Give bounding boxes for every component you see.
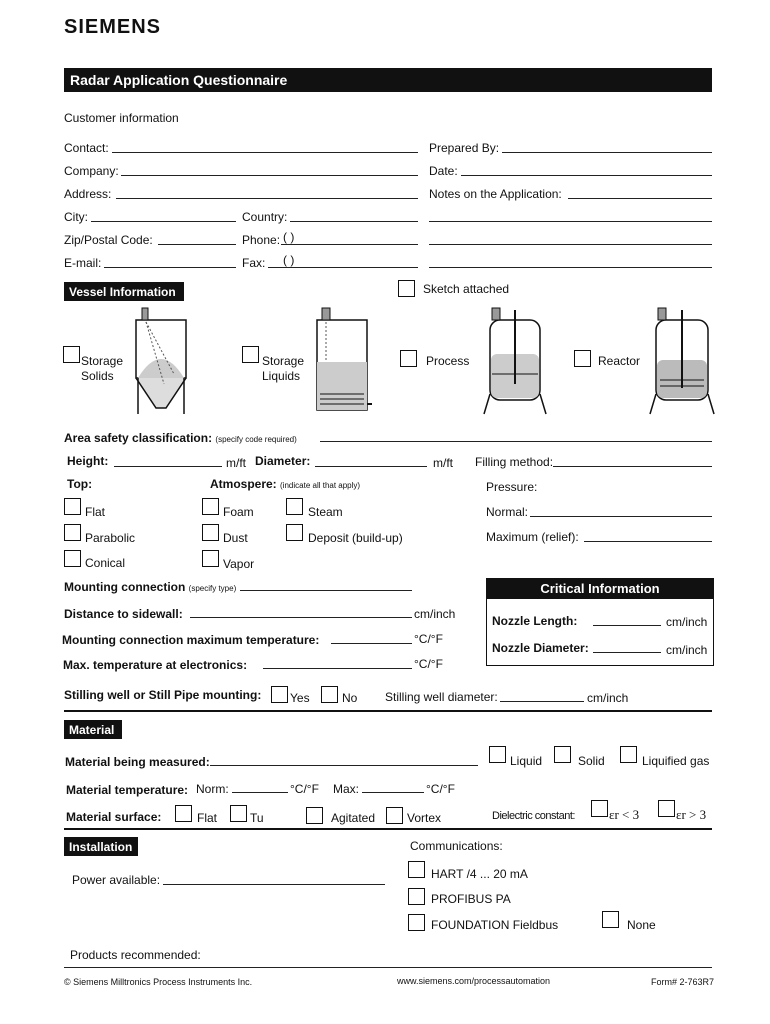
reactor-vessel-image xyxy=(648,304,716,416)
city-field[interactable] xyxy=(91,221,236,222)
country-label: Country: xyxy=(242,210,288,224)
address-field[interactable] xyxy=(116,198,418,199)
divider-installation xyxy=(64,828,712,830)
mount-temp-unit: °C/°F xyxy=(414,632,443,646)
company-label: Company: xyxy=(64,164,119,178)
email-label: E-mail: xyxy=(64,256,102,270)
vortex-checkbox[interactable] xyxy=(386,807,403,824)
normal-pressure-label: Normal: xyxy=(486,505,529,519)
fax-paren: ( ) xyxy=(283,253,295,267)
vortex-label: Vortex xyxy=(407,811,442,825)
vessel-section-label: Vessel Information xyxy=(69,285,176,299)
date-field[interactable] xyxy=(461,175,712,176)
customer-info-heading: Customer information xyxy=(64,111,179,125)
area-safety-text: Area safety classification: xyxy=(64,431,213,445)
fax-label: Fax: xyxy=(242,256,266,270)
footer-copyright: © Siemens Milltronics Process Instruments Inc. xyxy=(64,977,253,987)
conical-checkbox[interactable] xyxy=(64,550,81,567)
power-available-label: Power available: xyxy=(72,873,161,887)
nozzle-diameter-field[interactable] xyxy=(593,652,661,653)
prepared-by-field[interactable] xyxy=(502,152,712,153)
profibus-checkbox[interactable] xyxy=(408,888,425,905)
diameter-field[interactable] xyxy=(315,466,427,467)
normal-pressure-field[interactable] xyxy=(530,516,712,517)
stilling-no-checkbox[interactable] xyxy=(321,686,338,703)
liquid-checkbox[interactable] xyxy=(489,746,506,763)
filling-method-field[interactable] xyxy=(553,466,712,467)
reactor-label: Reactor xyxy=(598,354,641,368)
city-label: City: xyxy=(64,210,88,224)
er-greater-3-checkbox[interactable] xyxy=(658,800,675,817)
height-field[interactable] xyxy=(114,466,222,467)
er-less-3-label: εr < 3 xyxy=(609,807,640,822)
foam-label: Foam xyxy=(223,505,254,519)
top-flat-label: Flat xyxy=(85,505,106,519)
liquified-gas-checkbox[interactable] xyxy=(620,746,637,763)
reactor-checkbox[interactable] xyxy=(574,350,591,367)
material-measured-label: Material being measured: xyxy=(65,755,210,769)
storage-solids-label-2: Solids xyxy=(81,369,114,383)
storage-liquids-label-1: Storage xyxy=(262,354,305,368)
zip-label: Zip/Postal Code: xyxy=(64,233,153,247)
norm-field[interactable] xyxy=(232,792,288,793)
stilling-no-label: No xyxy=(342,691,358,705)
stilling-diameter-field[interactable] xyxy=(500,701,584,702)
surface-tu-label: Tu xyxy=(250,811,264,825)
max-label: Max: xyxy=(333,782,360,796)
material-section-label: Material xyxy=(69,723,115,737)
deposit-checkbox[interactable] xyxy=(286,524,303,541)
hart-label: HART /4 ... 20 mA xyxy=(431,867,528,881)
storage-solids-vessel-image xyxy=(134,304,190,416)
area-safety-note: (specify code required) xyxy=(215,435,297,444)
installation-section-label: Installation xyxy=(69,840,133,854)
material-surface-label: Material surface: xyxy=(66,810,162,824)
dust-label: Dust xyxy=(223,531,248,545)
nozzle-diameter-unit: cm/inch xyxy=(666,643,708,657)
max-temp-electronics-unit: °C/°F xyxy=(414,657,443,671)
phone-paren: ( ) xyxy=(283,230,295,244)
top-label: Top: xyxy=(67,477,93,491)
stilling-yes-checkbox[interactable] xyxy=(271,686,288,703)
profibus-label: PROFIBUS PA xyxy=(431,892,511,906)
mount-temp-field[interactable] xyxy=(331,643,412,644)
email-field[interactable] xyxy=(104,267,236,268)
nozzle-length-field[interactable] xyxy=(593,625,661,626)
surface-flat-checkbox[interactable] xyxy=(175,805,192,822)
mount-temp-label: Mounting connection maximum temperature: xyxy=(62,633,320,647)
area-safety-label xyxy=(64,431,297,447)
storage-liquids-checkbox[interactable] xyxy=(242,346,259,363)
parabolic-label: Parabolic xyxy=(85,531,136,545)
none-label: None xyxy=(627,918,656,932)
footer-form-number: Form# 2-763R7 xyxy=(651,977,715,987)
mounting-connection-note: (specify type) xyxy=(188,584,237,593)
page-title-bar xyxy=(64,68,712,92)
solid-checkbox[interactable] xyxy=(554,746,571,763)
max-field[interactable] xyxy=(362,792,424,793)
hart-checkbox[interactable] xyxy=(408,861,425,878)
stilling-diameter-unit: cm/inch xyxy=(587,691,629,705)
installation-section-bar xyxy=(64,837,138,856)
mounting-connection-field[interactable] xyxy=(240,590,412,591)
distance-sidewall-unit: cm/inch xyxy=(414,607,456,621)
phone-label: Phone: xyxy=(242,233,281,247)
norm-label: Norm: xyxy=(196,782,229,796)
height-unit: m/ft xyxy=(226,456,246,470)
height-label: Height: xyxy=(67,454,109,468)
maximum-relief-field[interactable] xyxy=(584,541,712,542)
vessel-section-bar xyxy=(64,282,184,301)
vapor-checkbox[interactable] xyxy=(202,550,219,567)
liquified-gas-label: Liquified gas xyxy=(642,754,710,768)
communications-label: Communications: xyxy=(410,839,503,853)
norm-unit: °C/°F xyxy=(290,782,319,796)
max-unit: °C/°F xyxy=(426,782,455,796)
none-checkbox[interactable] xyxy=(602,911,619,928)
distance-sidewall-label: Distance to sidewall: xyxy=(64,607,183,621)
date-label: Date: xyxy=(429,164,458,178)
divider-material xyxy=(64,710,712,712)
top-flat-checkbox[interactable] xyxy=(64,498,81,515)
foam-checkbox[interactable] xyxy=(202,498,219,515)
diameter-unit: m/ft xyxy=(433,456,453,470)
company-field[interactable] xyxy=(121,175,418,176)
notes-field[interactable] xyxy=(568,198,712,199)
critical-info-title: Critical Information xyxy=(487,579,713,599)
siemens-logo: SIEMENS xyxy=(64,16,162,38)
agitated-label: Agitated xyxy=(331,811,376,825)
surface-flat-label: Flat xyxy=(197,811,218,825)
stilling-diameter-label: Stilling well diameter: xyxy=(385,690,498,704)
process-vessel-image xyxy=(482,304,548,416)
storage-solids-checkbox[interactable] xyxy=(63,346,80,363)
material-temperature-label: Material temperature: xyxy=(66,783,189,797)
atmosphere-text: Atmospere: xyxy=(210,477,277,491)
vapor-label: Vapor xyxy=(223,557,255,571)
distance-sidewall-field[interactable] xyxy=(190,617,412,618)
process-label: Process xyxy=(426,354,470,368)
solid-label: Solid xyxy=(578,754,605,768)
notes-line-4[interactable] xyxy=(429,267,712,268)
filling-method-label: Filling method: xyxy=(475,455,554,469)
dust-checkbox[interactable] xyxy=(202,524,219,541)
storage-liquids-label-2: Liquids xyxy=(262,369,301,383)
diameter-label: Diameter: xyxy=(255,454,311,468)
foundation-label: FOUNDATION Fieldbus xyxy=(431,918,559,932)
contact-field[interactable] xyxy=(112,152,418,153)
pressure-label: Pressure: xyxy=(486,480,538,494)
notes-line-2[interactable] xyxy=(429,221,712,222)
material-measured-field[interactable] xyxy=(210,765,478,766)
page-title: Radar Application Questionnaire xyxy=(70,72,288,88)
dielectric-label: Dielectric constant: xyxy=(492,810,575,822)
nozzle-diameter-label: Nozzle Diameter: xyxy=(492,641,589,655)
storage-solids-label-1: Storage xyxy=(81,354,124,368)
power-available-field[interactable] xyxy=(163,884,385,885)
atmosphere-note: (indicate all that apply) xyxy=(280,481,361,490)
foundation-checkbox[interactable] xyxy=(408,914,425,931)
prepared-by-label: Prepared By: xyxy=(429,141,500,155)
stilling-well-label: Stilling well or Still Pipe mounting: xyxy=(64,688,262,702)
footer-divider xyxy=(64,967,712,968)
zip-field[interactable] xyxy=(158,244,236,245)
footer-url[interactable]: www.siemens.com/processautomation xyxy=(397,976,551,986)
atmosphere-label xyxy=(210,477,360,493)
country-field[interactable] xyxy=(290,221,418,222)
liquid-label: Liquid xyxy=(510,754,543,768)
steam-label: Steam xyxy=(308,505,343,519)
max-temp-electronics-field[interactable] xyxy=(263,668,412,669)
area-safety-field[interactable] xyxy=(320,441,712,442)
address-label: Address: xyxy=(64,187,112,201)
fax-field[interactable] xyxy=(268,267,418,268)
process-checkbox[interactable] xyxy=(400,350,417,367)
sketch-attached-label: Sketch attached xyxy=(423,282,510,296)
er-less-3-checkbox[interactable] xyxy=(591,800,608,817)
products-recommended-label: Products recommended: xyxy=(70,948,201,962)
sketch-attached-checkbox[interactable] xyxy=(398,280,415,297)
steam-checkbox[interactable] xyxy=(286,498,303,515)
contact-label: Contact: xyxy=(64,141,109,155)
notes-line-3[interactable] xyxy=(429,244,712,245)
storage-liquids-vessel-image xyxy=(314,304,374,414)
deposit-label: Deposit (build-up) xyxy=(308,531,403,545)
max-temp-electronics-label: Max. temperature at electronics: xyxy=(63,658,248,672)
agitated-checkbox[interactable] xyxy=(306,807,323,824)
material-section-bar xyxy=(64,720,122,739)
conical-label: Conical xyxy=(85,556,126,570)
er-greater-3-label: εr > 3 xyxy=(676,807,707,822)
surface-tu-checkbox[interactable] xyxy=(230,805,247,822)
nozzle-length-label: Nozzle Length: xyxy=(492,614,578,628)
nozzle-length-unit: cm/inch xyxy=(666,615,708,629)
parabolic-checkbox[interactable] xyxy=(64,524,81,541)
mounting-connection-text: Mounting connection xyxy=(64,580,186,594)
stilling-yes-label: Yes xyxy=(290,691,310,705)
phone-field[interactable] xyxy=(281,244,418,245)
notes-label: Notes on the Application: xyxy=(429,187,562,201)
maximum-relief-label: Maximum (relief): xyxy=(486,530,579,544)
mounting-connection-label xyxy=(64,580,236,596)
